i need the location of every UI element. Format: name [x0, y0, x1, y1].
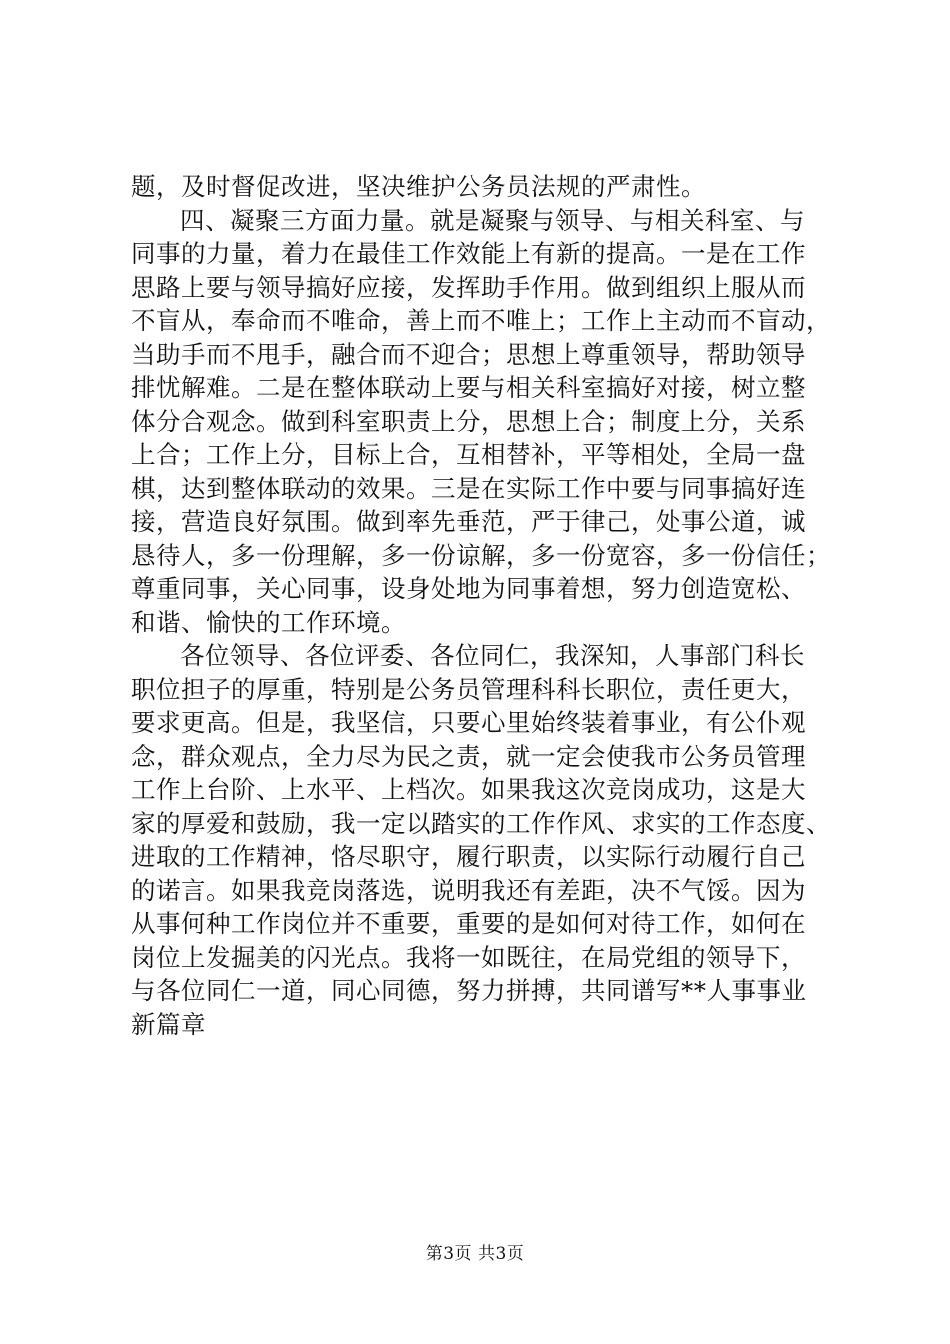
- text-line: 与各位同仁一道，同心同德，努力拼搏，共同谱写**人事事业: [131, 976, 807, 1005]
- text-line: 尊重同事，关心同事，设身处地为同事着想，努力创造宽松、: [131, 574, 806, 603]
- text-line: 从事何种工作岗位并不重要，重要的是如何对待工作，如何在: [131, 909, 806, 938]
- text-line: 接，营造良好氛围。做到率先垂范，严于律己，处事公道，诚: [131, 507, 806, 536]
- text-line: 棋，达到整体联动的效果。三是在实际工作中要与同事搞好连: [131, 473, 806, 503]
- text-line: 的诺言。如果我竞岗落选，说明我还有差距，决不气馁。因为: [131, 875, 806, 905]
- paragraph-start-line: 四、凝聚三方面力量。就是凝聚与领导、与相关科室、与: [180, 205, 805, 235]
- text-line: 要求更高。但是，我坚信，只要心里始终装着事业，有公仆观: [131, 708, 806, 737]
- text-line: 思路上要与领导搞好应接，发挥助手作用。做到组织上服从而: [131, 272, 806, 302]
- text-line: 念，群众观点，全力尽为民之责，就一定会使我市公务员管理: [131, 741, 806, 771]
- text-line: 排忧解难。二是在整体联动上要与相关科室搞好对接，树立整: [131, 373, 806, 402]
- text-line: 家的厚爱和鼓励，我一定以踏实的工作作风、求实的工作态度、: [131, 808, 831, 838]
- text-line: 岗位上发掘美的闪光点。我将一如既往，在局党组的领导下，: [131, 942, 806, 972]
- text-line: 不盲从，奉命而不唯命，善上而不唯上；工作上主动而不盲动，: [131, 306, 831, 335]
- text-line: 职位担子的厚重，特别是公务员管理科科长职位，责任更大，: [131, 674, 806, 704]
- page-footer: [0, 1243, 950, 1265]
- document-body: [131, 170, 831, 1041]
- paragraph-start-line: 各位领导、各位评委、各位同仁，我深知，人事部门科长: [180, 641, 805, 670]
- text-line: 体分合观念。做到科室职责上分，思想上合；制度上分，关系: [131, 406, 806, 436]
- text-line: 当助手而不甩手，融合而不迎合；思想上尊重领导，帮助领导: [131, 339, 806, 369]
- text-line: 和谐、愉快的工作环境。: [131, 607, 406, 637]
- text-line: 进取的工作精神，恪尽职守，履行职责，以实际行动履行自己: [131, 842, 806, 871]
- text-line: 同事的力量，着力在最佳工作效能上有新的提高。一是在工作: [131, 239, 806, 268]
- text-line: 题，及时督促改进，坚决维护公务员法规的严肃性。: [131, 172, 706, 201]
- page-indicator: 第3页 共3页: [425, 1244, 525, 1264]
- text-line: 恳待人，多一份理解，多一份谅解，多一份宽容，多一份信任；: [131, 540, 831, 570]
- text-line: 上合；工作上分，目标上合，互相替补，平等相处，全局一盘: [131, 440, 806, 469]
- text-line: 工作上台阶、上水平、上档次。如果我这次竞岗成功，这是大: [131, 775, 806, 804]
- text-line: 新篇章: [131, 1009, 206, 1039]
